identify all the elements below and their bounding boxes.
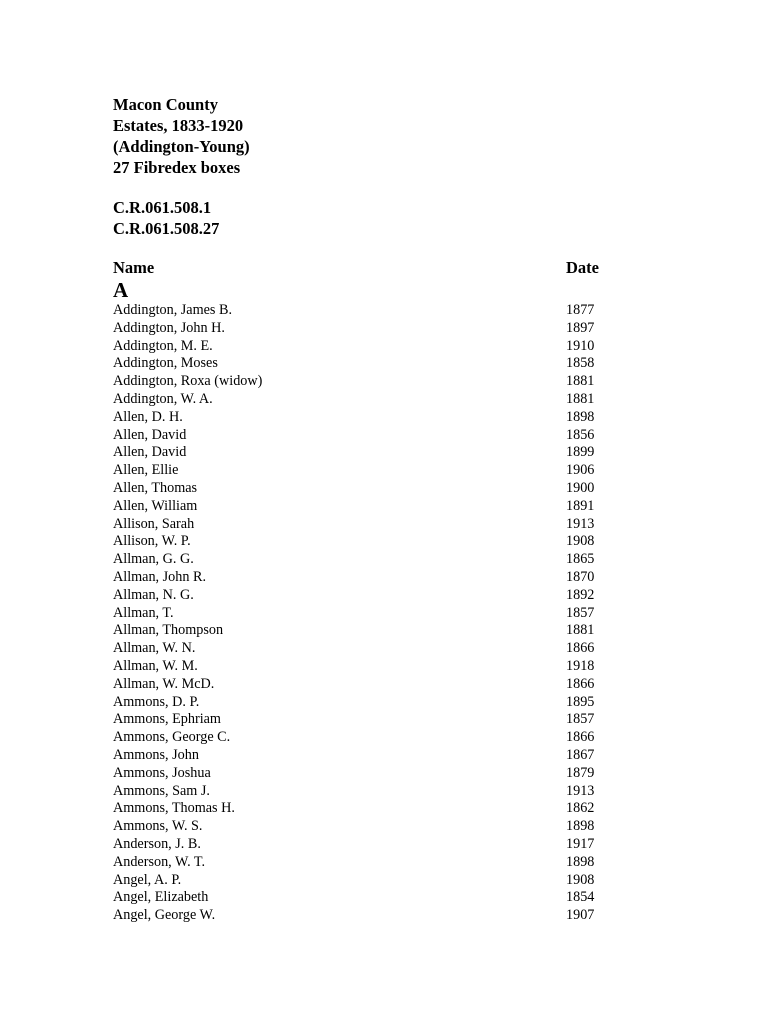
estate-name: Anderson, J. B. bbox=[113, 835, 201, 852]
estate-date: 1898 bbox=[566, 408, 595, 425]
list-item bbox=[113, 854, 613, 872]
estate-name: Addington, James B. bbox=[113, 302, 233, 318]
estate-name: Allen, D. H. bbox=[113, 408, 183, 425]
estate-name: Allen, Thomas bbox=[113, 479, 198, 496]
estate-name: Allison, Sarah bbox=[113, 515, 195, 532]
header-line-date-range: Estates, 1833-1920 bbox=[113, 116, 244, 135]
estate-name: Allen, William bbox=[113, 497, 198, 514]
estate-name: Ammons, D. P. bbox=[113, 693, 200, 710]
estate-list bbox=[113, 302, 613, 925]
estate-date: 1913 bbox=[566, 782, 595, 799]
list-item bbox=[113, 391, 613, 409]
estate-name: Allison, W. P. bbox=[113, 533, 191, 550]
name-column-header: Name bbox=[113, 258, 155, 277]
list-item bbox=[113, 302, 613, 320]
list-item bbox=[113, 889, 613, 907]
estate-date: 1881 bbox=[566, 390, 595, 407]
estate-name: Addington, Roxa (widow) bbox=[113, 373, 263, 390]
list-item bbox=[113, 658, 613, 676]
estate-date: 1892 bbox=[566, 586, 595, 603]
estate-name: Addington, W. A. bbox=[113, 390, 213, 407]
estate-name: Allman, W. McD. bbox=[113, 675, 215, 692]
estate-date: 1899 bbox=[566, 444, 595, 461]
list-item bbox=[113, 694, 613, 712]
estate-date: 1910 bbox=[566, 337, 595, 354]
list-item bbox=[113, 498, 613, 516]
estate-date: 1862 bbox=[566, 800, 595, 817]
estate-date: 1866 bbox=[566, 640, 595, 657]
estate-date: 1857 bbox=[566, 711, 595, 728]
list-item bbox=[113, 444, 613, 462]
call-numbers bbox=[113, 197, 613, 239]
list-item bbox=[113, 427, 613, 445]
estate-name: Angel, A. P. bbox=[113, 871, 182, 888]
estate-date: 1918 bbox=[566, 657, 595, 674]
estate-date: 1897 bbox=[566, 319, 595, 336]
estate-name: Ammons, Sam J. bbox=[113, 782, 210, 799]
list-item bbox=[113, 569, 613, 587]
estate-date: 1917 bbox=[566, 835, 595, 852]
list-item bbox=[113, 480, 613, 498]
estate-date: 1907 bbox=[566, 907, 595, 924]
estate-date: 1857 bbox=[566, 604, 595, 621]
estate-date: 1866 bbox=[566, 729, 595, 746]
estate-date: 1900 bbox=[566, 479, 595, 496]
list-item bbox=[113, 373, 613, 391]
estate-date: 1866 bbox=[566, 675, 595, 692]
list-item bbox=[113, 783, 613, 801]
estate-name: Allen, David bbox=[113, 444, 187, 461]
list-item bbox=[113, 765, 613, 783]
collection-description bbox=[113, 94, 613, 178]
list-item bbox=[113, 516, 613, 534]
estate-date: 1879 bbox=[566, 764, 595, 781]
list-item bbox=[113, 907, 613, 925]
estate-name: Allman, N. G. bbox=[113, 586, 194, 603]
list-item bbox=[113, 320, 613, 338]
estate-name: Ammons, Joshua bbox=[113, 764, 211, 781]
estate-name: Addington, M. E. bbox=[113, 337, 213, 354]
estate-date: 1870 bbox=[566, 568, 595, 585]
call-number-end: C.R.061.508.27 bbox=[113, 219, 220, 238]
document-page bbox=[113, 94, 613, 925]
column-headers bbox=[113, 257, 613, 279]
list-item bbox=[113, 640, 613, 658]
list-item bbox=[113, 872, 613, 890]
list-item bbox=[113, 355, 613, 373]
estate-date: 1908 bbox=[566, 871, 595, 888]
list-item bbox=[113, 622, 613, 640]
estate-date: 1877 bbox=[566, 302, 595, 318]
list-item bbox=[113, 409, 613, 427]
estate-name: Allman, W. N. bbox=[113, 640, 196, 657]
estate-name: Addington, Moses bbox=[113, 355, 218, 372]
header-line-county: Macon County bbox=[113, 95, 218, 114]
header-line-box-count: 27 Fibredex boxes bbox=[113, 158, 241, 177]
list-item bbox=[113, 533, 613, 551]
list-item bbox=[113, 462, 613, 480]
estate-name: Angel, George W. bbox=[113, 907, 216, 924]
list-item bbox=[113, 729, 613, 747]
estate-name: Allman, John R. bbox=[113, 568, 207, 585]
document-header bbox=[113, 94, 613, 239]
estate-name: Angel, Elizabeth bbox=[113, 889, 209, 906]
estate-date: 1881 bbox=[566, 622, 595, 639]
estate-date: 1891 bbox=[566, 497, 595, 514]
estate-name: Ammons, Thomas H. bbox=[113, 800, 235, 817]
estate-name: Allman, Thompson bbox=[113, 622, 224, 639]
estate-name: Allen, David bbox=[113, 426, 187, 443]
list-item bbox=[113, 836, 613, 854]
date-column-header: Date bbox=[566, 258, 599, 277]
estate-name: Addington, John H. bbox=[113, 319, 225, 336]
estate-date: 1854 bbox=[566, 889, 595, 906]
estate-name: Allman, W. M. bbox=[113, 657, 198, 674]
header-line-name-range: (Addington-Young) bbox=[113, 137, 250, 156]
estate-date: 1898 bbox=[566, 818, 595, 835]
list-item bbox=[113, 605, 613, 623]
estate-date: 1913 bbox=[566, 515, 595, 532]
estate-date: 1867 bbox=[566, 746, 595, 763]
list-item bbox=[113, 551, 613, 569]
list-item bbox=[113, 747, 613, 765]
estate-date: 1908 bbox=[566, 533, 595, 550]
estate-name: Ammons, Ephriam bbox=[113, 711, 221, 728]
estate-date: 1898 bbox=[566, 853, 595, 870]
section-letter-heading: A bbox=[113, 278, 129, 302]
estate-date: 1906 bbox=[566, 462, 595, 479]
estate-date: 1865 bbox=[566, 551, 595, 568]
list-item bbox=[113, 818, 613, 836]
list-item bbox=[113, 711, 613, 729]
list-item bbox=[113, 338, 613, 356]
estate-name: Allman, T. bbox=[113, 604, 174, 621]
estate-date: 1895 bbox=[566, 693, 595, 710]
list-item bbox=[113, 800, 613, 818]
estate-date: 1856 bbox=[566, 426, 595, 443]
estate-date: 1858 bbox=[566, 355, 595, 372]
estate-name: Allman, G. G. bbox=[113, 551, 194, 568]
estate-name: Ammons, W. S. bbox=[113, 818, 203, 835]
list-item bbox=[113, 676, 613, 694]
estate-name: Anderson, W. T. bbox=[113, 853, 206, 870]
estate-date: 1881 bbox=[566, 373, 595, 390]
estate-name: Ammons, John bbox=[113, 746, 199, 763]
estate-name: Ammons, George C. bbox=[113, 729, 231, 746]
call-number-start: C.R.061.508.1 bbox=[113, 198, 212, 217]
estate-name: Allen, Ellie bbox=[113, 462, 179, 479]
list-item bbox=[113, 587, 613, 605]
